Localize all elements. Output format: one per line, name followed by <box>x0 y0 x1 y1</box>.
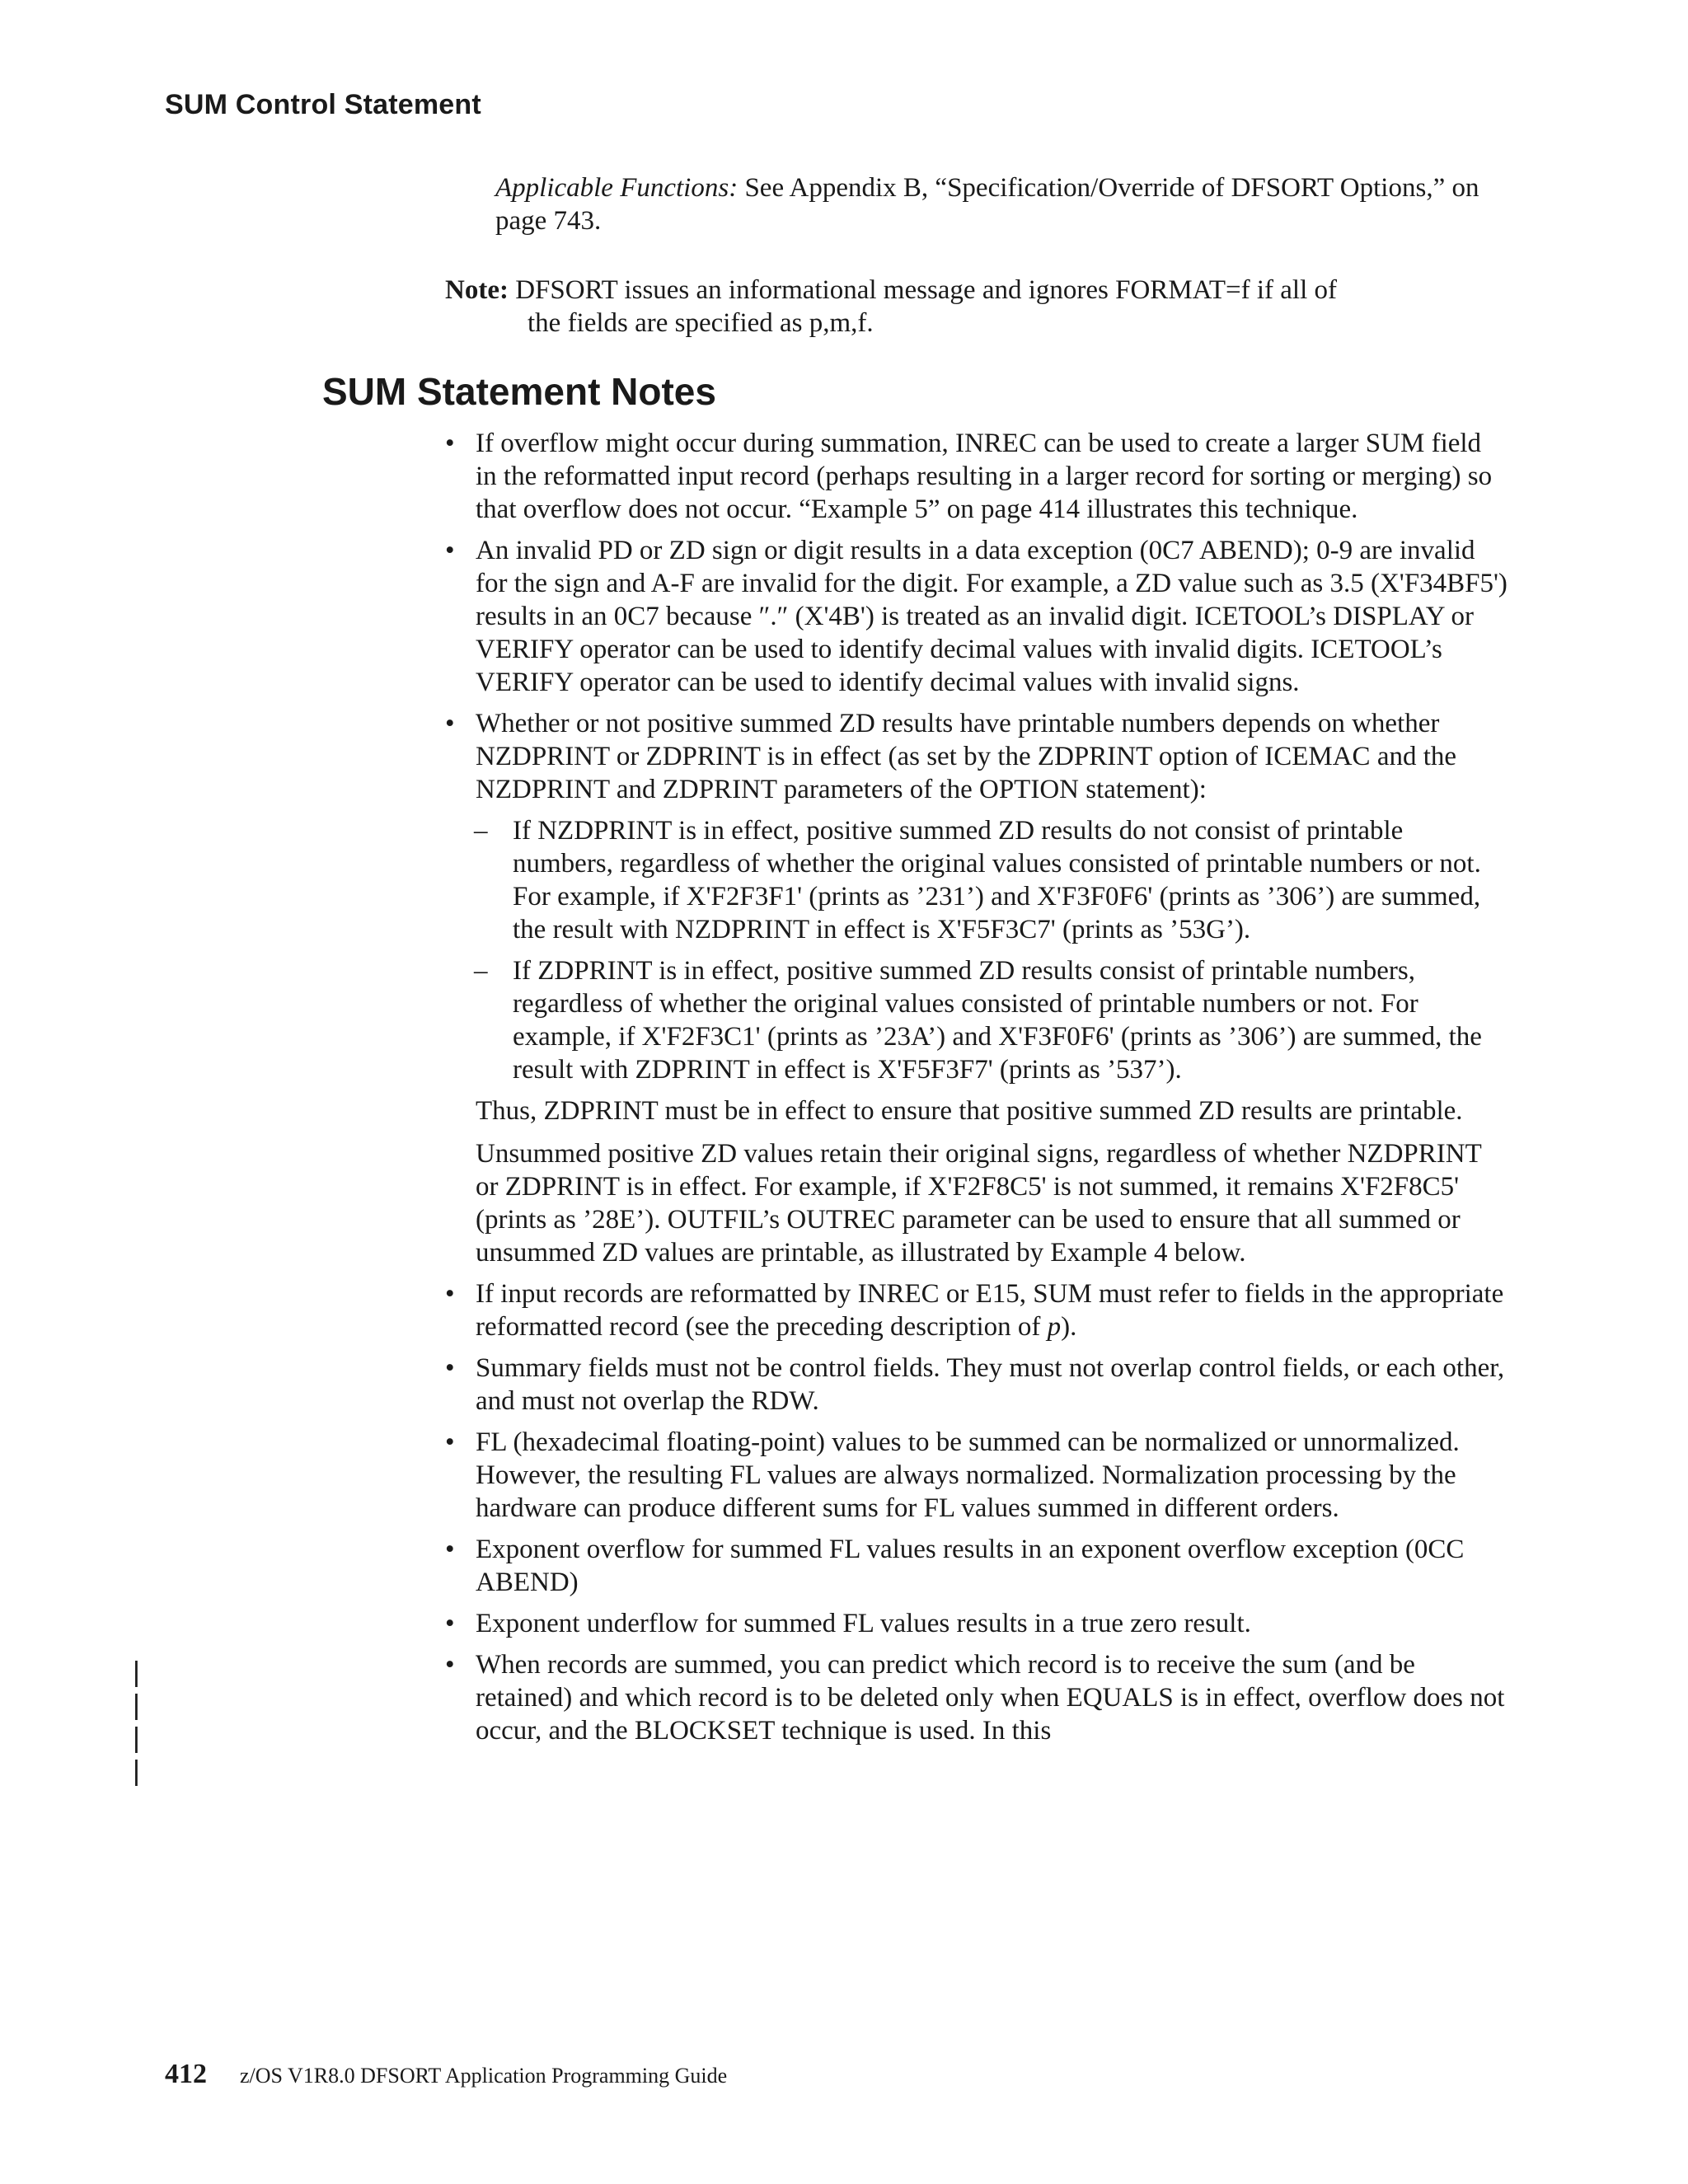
applicable-functions-text: See Appendix B, “Specification/Override of DFSORT Options,” on page 743. <box>495 173 1479 236</box>
change-bars: | | | | <box>133 1657 140 1787</box>
dash-icon: – <box>474 816 488 846</box>
note-line-2: the fields are specified as p,m,f. <box>528 308 874 338</box>
list-item-text: Exponent overflow for summed FL values results in an exponent overflow exception (0CC ABEND) <box>476 1535 1465 1597</box>
bullet-icon: • <box>445 536 455 565</box>
sub-list-item <box>445 814 1508 946</box>
running-header: SUM Control Statement <box>165 89 481 120</box>
list-item <box>445 1607 1508 1640</box>
italic-term: p <box>1047 1312 1062 1342</box>
bullet-icon: • <box>445 429 455 458</box>
page-footer <box>165 2059 727 2090</box>
list-item-text-end: ). <box>1061 1312 1077 1342</box>
page-number: 412 <box>165 2059 207 2089</box>
list-item-text: Whether or not positive summed ZD results have printable numbers depends on whether NZDPRINT or ZDPRINT is in effect (as set by the ZDPRINT option of ICEMAC and the NZDPRINT and ZDPRINT parameters of the OPTION statement): <box>476 709 1457 804</box>
list-item <box>445 1277 1508 1343</box>
list-item <box>445 534 1508 699</box>
sub-list-item <box>445 954 1508 1086</box>
bullet-icon: • <box>445 709 455 738</box>
list-item-text: Summary fields must not be control fields. They must not overlap control fields, or each other, and must not overlap the RDW. <box>476 1353 1505 1416</box>
note-label: Note: <box>445 275 509 305</box>
list-item <box>445 707 1508 1269</box>
sub-list <box>476 814 1508 1086</box>
book-title: z/OS V1R8.0 DFSORT Application Programming Guide <box>240 2064 728 2088</box>
list-item-text: Exponent underflow for summed FL values results in a true zero result. <box>476 1609 1251 1638</box>
list-item-text: FL (hexadecimal floating-point) values to be summed can be normalized or unnormalized. However, the resulting FL values are always normalized. Normalization processing by the hardware can produce different sums for FL values summed in different orders. <box>476 1427 1460 1523</box>
bullet-icon: • <box>445 1535 455 1564</box>
list-item <box>445 1533 1508 1599</box>
sub-list-item-text: If NZDPRINT is in effect, positive summed ZD results do not consist of printable numbers, regardless of whether the original values consisted of printable numbers or not. For example, if X'F2F3F1' (prints as ’231’) and X'F3F0F6' (prints as ’306’) are summed, the result with NZDPRINT in effect is X'F5F3C7' (prints as ’53G’). <box>513 816 1481 944</box>
list-item-text: If overflow might occur during summation, INREC can be used to create a larger SUM field in the reformatted input record (perhaps resulting in a larger record for sorting or merging) so that overflow does not occur. “Example 5” on page 414 illustrates this technique. <box>476 429 1493 524</box>
section-title: SUM Statement Notes <box>322 370 716 413</box>
bullet-icon: • <box>445 1650 455 1680</box>
sub-list-item-text: If ZDPRINT is in effect, positive summed ZD results consist of printable numbers, regardless of whether the original values consisted of printable numbers or not. For example, if X'F2F3C1' (prints as ’23A’) and X'F3F0F6' (prints as ’306’) are summed, the result with ZDPRINT in effect is X'F5F3F7' (prints as ’537’). <box>513 956 1482 1085</box>
list-item <box>445 1426 1508 1525</box>
note-line-1: DFSORT issues an informational message and ignores FORMAT=f if all of <box>515 275 1337 305</box>
list-item <box>445 1352 1508 1418</box>
applicable-functions <box>495 171 1493 237</box>
bullet-icon: • <box>445 1279 455 1309</box>
list-item-text: If input records are reformatted by INREC or E15, SUM must refer to fields in the appropriate reformatted record (see the preceding description of <box>476 1279 1504 1342</box>
applicable-functions-label: Applicable Functions: <box>495 173 738 203</box>
dash-icon: – <box>474 956 488 986</box>
list-item <box>445 427 1508 526</box>
note-block <box>445 274 1500 340</box>
list-item-text: An invalid PD or ZD sign or digit results in a data exception (0C7 ABEND); 0-9 are invalid for the sign and A-F are invalid for the digit. For example, a ZD value such as 3.5 (X'F34BF5') results in an 0C7 because ″.″ (X'4B') is treated as an invalid digit. ICETOOL’s DISPLAY or VERIFY operator can be used to identify decimal values with invalid digits. ICETOOL’s VERIFY operator can be used to identify decimal values with invalid signs. <box>476 536 1507 697</box>
paragraph: Thus, ZDPRINT must be in effect to ensure that positive summed ZD results are printable. <box>476 1096 1463 1126</box>
bullet-icon: • <box>445 1609 455 1638</box>
notes-list <box>445 427 1508 1755</box>
list-item-text: When records are summed, you can predict which record is to receive the sum (and be retained) and which record is to be deleted only when EQUALS is in effect, overflow does not occur, and the BLOCKSET technique is used. In this <box>476 1650 1505 1746</box>
list-item <box>445 1648 1508 1747</box>
paragraph: Unsummed positive ZD values retain their original signs, regardless of whether NZDPRINT or ZDPRINT is in effect. For example, if X'F2F8C5' is not summed, it remains X'F2F8C5' (prints as ’28E’). OUTFIL’s OUTREC parameter can be used to ensure that all summed or unsummed ZD values are printable, as illustrated by Example 4 below. <box>476 1139 1482 1268</box>
bullet-icon: • <box>445 1353 455 1383</box>
bullet-icon: • <box>445 1427 455 1457</box>
